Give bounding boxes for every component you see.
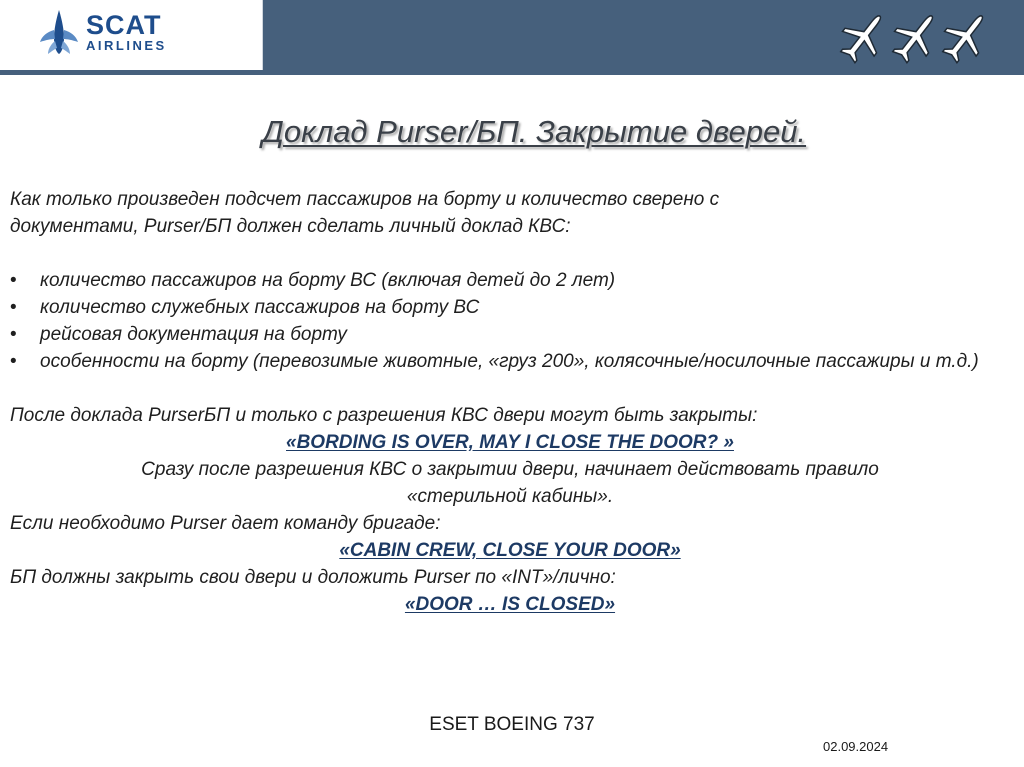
sterile-line: Сразу после разрешения КВС о закрытии двери, начинает действовать правило <box>141 459 879 480</box>
footer-text: ESET BOEING 737 <box>429 714 595 735</box>
fa-close-text: БП должны закрыть свои двери и доложить Purser по «INT»/лично: <box>10 567 616 588</box>
command-boarding-over: «BORDING IS OVER, MAY I CLOSE THE DOOR? » <box>286 432 734 453</box>
list-item: • количество пассажиров на борту ВС (включая детей до 2 лет) <box>10 267 1010 294</box>
logo-mark-icon <box>38 8 80 56</box>
airplanes-group <box>838 8 988 70</box>
header-underline <box>12 70 270 75</box>
after-report-text: После доклада PurserБП и только с разрешения КВС двери могут быть закрыты: <box>10 405 758 426</box>
command-cabin-crew: «CABIN CREW, CLOSE YOUR DOOR» <box>339 540 681 561</box>
command-door-closed: «DOOR … IS CLOSED» <box>404 594 616 615</box>
airplane-icon <box>838 8 886 70</box>
logo-text-airlines: AIRLINES <box>86 38 167 53</box>
airplane-icon <box>940 8 988 70</box>
report-list <box>10 267 1010 375</box>
intro-line: документами, Purser/БП должен сделать личный доклад КВС: <box>10 216 571 237</box>
intro-line: Как только произведен подсчет пассажиров на борту и количество сверено с <box>10 189 720 210</box>
airplane-icon <box>890 8 938 70</box>
slide-body <box>10 186 1010 618</box>
footer-date: 02.09.2024 <box>823 739 889 754</box>
logo <box>0 0 263 70</box>
list-item: • количество служебных пассажиров на борту ВС <box>10 294 1010 321</box>
list-item: • особенности на борту (перевозимые животные, «груз 200», колясочные/носилочные пассажиры и т.д.) <box>10 348 1010 375</box>
list-item: • рейсовая документация на борту <box>10 321 1010 348</box>
logo-text-scat: SCAT <box>86 10 162 40</box>
if-needed-text: Если необходимо Purser дает команду бригаде: <box>10 513 441 534</box>
sterile-line: «стерильной кабины». <box>406 486 614 507</box>
slide-title: Доклад Purser/БП. Закрытие дверей. <box>262 114 807 149</box>
